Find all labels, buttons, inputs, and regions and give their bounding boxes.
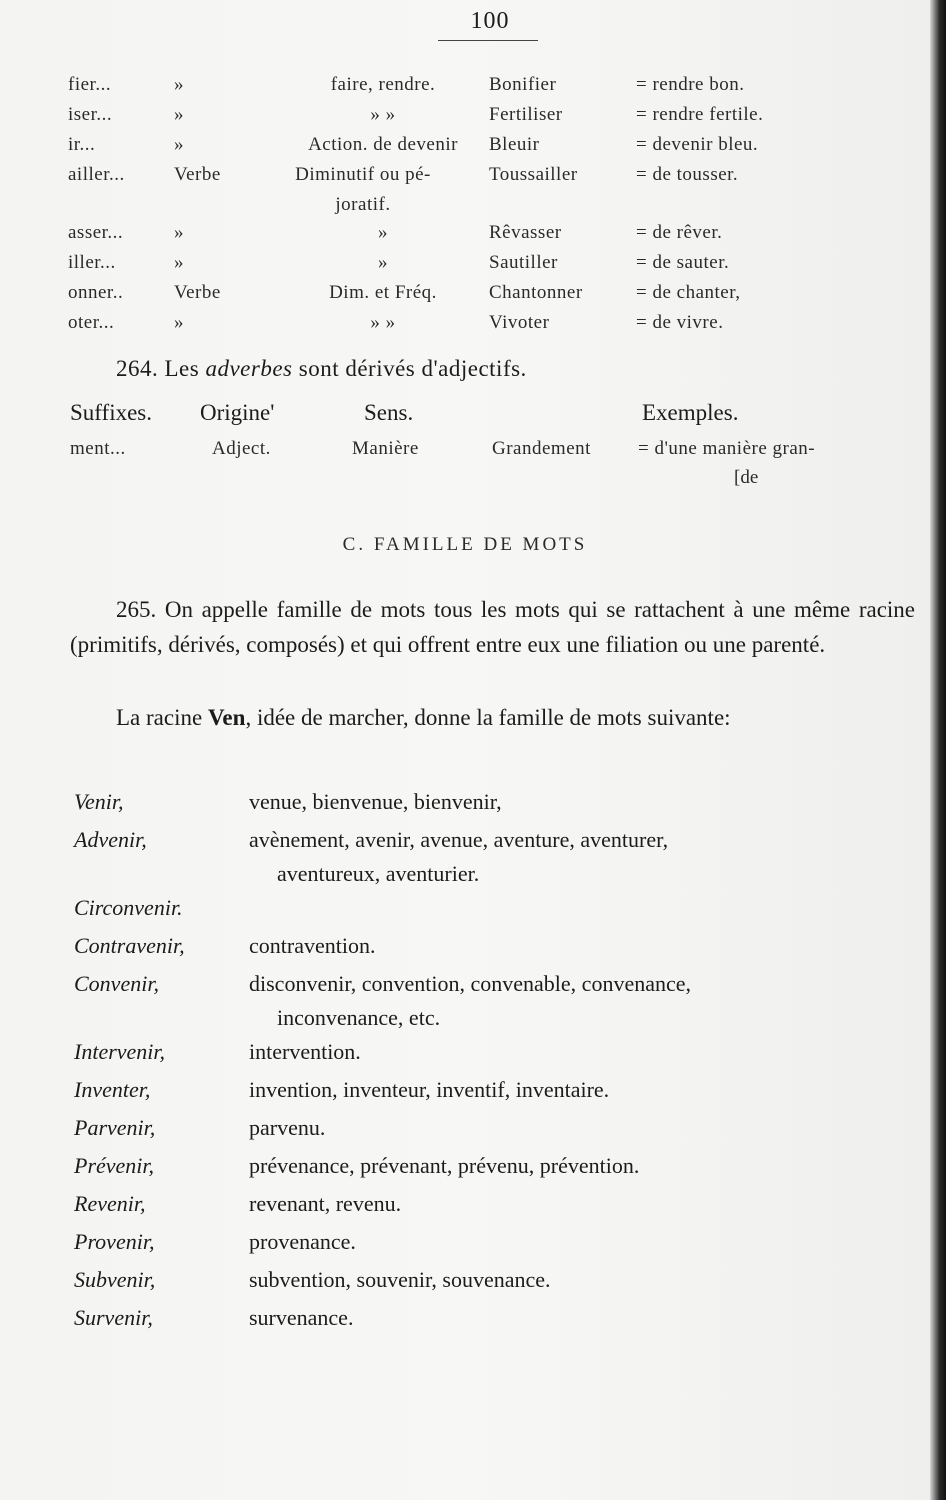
family-entry — [74, 823, 924, 891]
origin-cell: » — [174, 134, 184, 155]
derivatives-line: contravention. — [249, 933, 376, 958]
family-derivatives — [249, 785, 924, 819]
paragraph-text: sont dérivés d'adjectifs. — [298, 356, 527, 381]
suffix-row — [68, 70, 918, 100]
word-family-list — [74, 785, 924, 1339]
header-sens: Sens. — [364, 400, 414, 425]
header-suffixes: Suffixes. — [70, 400, 152, 425]
example-cell: Sautiller — [489, 252, 558, 273]
family-verb: Venir, — [74, 789, 124, 814]
meaning-cell: = devenir bleu. — [636, 134, 759, 155]
family-derivatives — [249, 1187, 924, 1221]
family-entry — [74, 1149, 924, 1187]
family-entry — [74, 785, 924, 823]
example-cell: Rêvasser — [489, 222, 562, 243]
paragraph-text: , idée de marcher, donne la famille de mots suivante: — [245, 705, 731, 730]
family-verb: Survenir, — [74, 1305, 153, 1330]
header-origine: Origine' — [200, 400, 275, 425]
sense-cell: Manière — [352, 438, 419, 459]
example-cell: Chantonner — [489, 282, 583, 303]
suffix-row — [68, 308, 918, 338]
family-derivatives — [249, 1111, 924, 1145]
suffix-cell: ir... — [68, 134, 96, 155]
family-verb: Advenir, — [74, 827, 147, 852]
family-verb: Contravenir, — [74, 933, 185, 958]
derivatives-line: parvenu. — [249, 1115, 326, 1140]
family-entry — [74, 929, 924, 967]
family-derivatives — [249, 1225, 924, 1259]
suffix-cell: ailler... — [68, 164, 125, 185]
example-cell: Bonifier — [489, 74, 557, 95]
origin-cell: » — [174, 312, 184, 333]
family-entry — [74, 967, 924, 1035]
paragraph-text: La racine — [116, 705, 203, 730]
meaning-cell: = de vivre. — [636, 312, 724, 333]
family-verb: Provenir, — [74, 1229, 155, 1254]
paragraph-root-ven — [70, 700, 915, 735]
paragraph-text: On appelle famille de mots tous les mots qui se rattachent à une même racine (primitifs, dérivés, composés) et qui offrent entre eux une filiation ou une parenté. — [70, 597, 916, 657]
family-entry — [74, 1301, 924, 1339]
page-number: 100 — [470, 8, 510, 34]
meaning-cell: = de chanter, — [636, 282, 741, 303]
derivatives-line: provenance. — [249, 1229, 356, 1254]
family-verb: Parvenir, — [74, 1115, 156, 1140]
verb-suffix-table — [68, 70, 918, 338]
example-cell: Vivoter — [489, 312, 550, 333]
family-derivatives — [249, 967, 924, 1035]
family-verb: Revenir, — [74, 1191, 146, 1216]
adverb-table-header — [70, 400, 920, 430]
adverb-suffix-row — [70, 438, 920, 468]
suffix-cell: asser... — [68, 222, 124, 243]
family-entry — [74, 891, 924, 929]
derivatives-line: intervention. — [249, 1039, 361, 1064]
paragraph-number: 265. — [116, 597, 157, 622]
origin-cell: Verbe — [174, 282, 221, 303]
suffix-cell: fier... — [68, 74, 112, 95]
meaning-continuation: [de — [734, 467, 759, 488]
meaning-cell: = de tousser. — [636, 164, 739, 185]
sense-cell: Dim. et Fréq. — [329, 282, 437, 303]
sense-cell: » » — [370, 312, 396, 333]
derivatives-line: venue, bienvenue, bienvenir, — [249, 789, 502, 814]
example-cell: Toussailler — [489, 164, 578, 185]
suffix-cell: iser... — [68, 104, 113, 125]
paragraph-264 — [116, 356, 527, 382]
suffix-row — [68, 130, 918, 160]
origin-cell: » — [174, 252, 184, 273]
derivatives-line: aventureux, aventurier. — [277, 861, 480, 886]
sense-cell: » » — [370, 104, 396, 125]
derivatives-line: disconvenir, convention, convenable, convenance, — [249, 971, 692, 996]
family-verb: Intervenir, — [74, 1039, 166, 1064]
derivatives-line: invention, inventeur, inventif, inventaire. — [249, 1077, 610, 1102]
paragraph-number: 264. — [116, 356, 159, 381]
suffix-row — [68, 100, 918, 130]
section-title: C. FAMILLE DE MOTS — [342, 534, 588, 555]
family-entry — [74, 1263, 924, 1301]
family-verb: Prévenir, — [74, 1153, 155, 1178]
origin-cell: » — [174, 74, 184, 95]
suffix-row — [68, 278, 918, 308]
suffix-row — [68, 160, 918, 218]
family-derivatives — [249, 1035, 924, 1069]
family-derivatives — [249, 891, 924, 925]
page-edge-shadow — [930, 0, 946, 1500]
family-derivatives — [249, 1263, 924, 1297]
meaning-cell: = de rêver. — [636, 222, 723, 243]
family-entry — [74, 1187, 924, 1225]
sense-cell: Diminutif ou pé- joratif. — [295, 164, 431, 215]
sense-cell: Action. de devenir — [308, 134, 458, 155]
suffix-row — [68, 248, 918, 278]
derivatives-line: subvention, souvenir, souvenance. — [249, 1267, 551, 1292]
sense-cell: » — [378, 252, 388, 273]
sense-cell: » — [378, 222, 388, 243]
sense-cell: faire, rendre. — [330, 74, 436, 95]
family-verb: Inventer, — [74, 1077, 151, 1102]
suffix-row — [68, 218, 918, 248]
suffix-cell: oter... — [68, 312, 115, 333]
page-number-rule — [438, 40, 538, 41]
derivatives-line: prévenance, prévenant, prévenu, prévention. — [249, 1153, 640, 1178]
family-verb: Circonvenir. — [74, 895, 183, 920]
suffix-cell: onner.. — [68, 282, 124, 303]
family-entry — [74, 1035, 924, 1073]
paragraph-265 — [70, 592, 915, 662]
family-entry — [74, 1111, 924, 1149]
paragraph-text: Les — [164, 356, 200, 381]
suffix-cell: ment... — [70, 438, 126, 459]
meaning-cell: = rendre fertile. — [636, 104, 764, 125]
family-derivatives — [249, 1301, 924, 1335]
meaning-cell: = d'une manière gran- — [638, 438, 816, 459]
family-derivatives — [249, 823, 924, 891]
derivatives-line: inconvenance, etc. — [277, 1005, 441, 1030]
family-derivatives — [249, 1073, 924, 1107]
origin-cell: » — [174, 222, 184, 243]
example-cell: Bleuir — [489, 134, 540, 155]
root-word: Ven — [207, 705, 246, 730]
family-verb: Subvenir, — [74, 1267, 156, 1292]
derivatives-line: avènement, avenir, avenue, aventure, aventurer, — [249, 827, 669, 852]
derivatives-line: revenant, revenu. — [249, 1191, 402, 1216]
meaning-cell: = de sauter. — [636, 252, 730, 273]
example-cell: Grandement — [492, 438, 591, 459]
origin-cell: Adject. — [212, 438, 271, 459]
family-verb: Convenir, — [74, 971, 159, 996]
derivatives-line: survenance. — [249, 1305, 354, 1330]
emphasis-text: adverbes — [205, 356, 293, 381]
meaning-cell: = rendre bon. — [636, 74, 745, 95]
suffix-cell: iller... — [68, 252, 116, 273]
family-entry — [74, 1073, 924, 1111]
family-derivatives — [249, 929, 924, 963]
origin-cell: » — [174, 104, 184, 125]
origin-cell: Verbe — [174, 164, 221, 185]
example-cell: Fertiliser — [489, 104, 563, 125]
family-entry — [74, 1225, 924, 1263]
family-derivatives — [249, 1149, 924, 1183]
header-exemples: Exemples. — [642, 400, 739, 425]
